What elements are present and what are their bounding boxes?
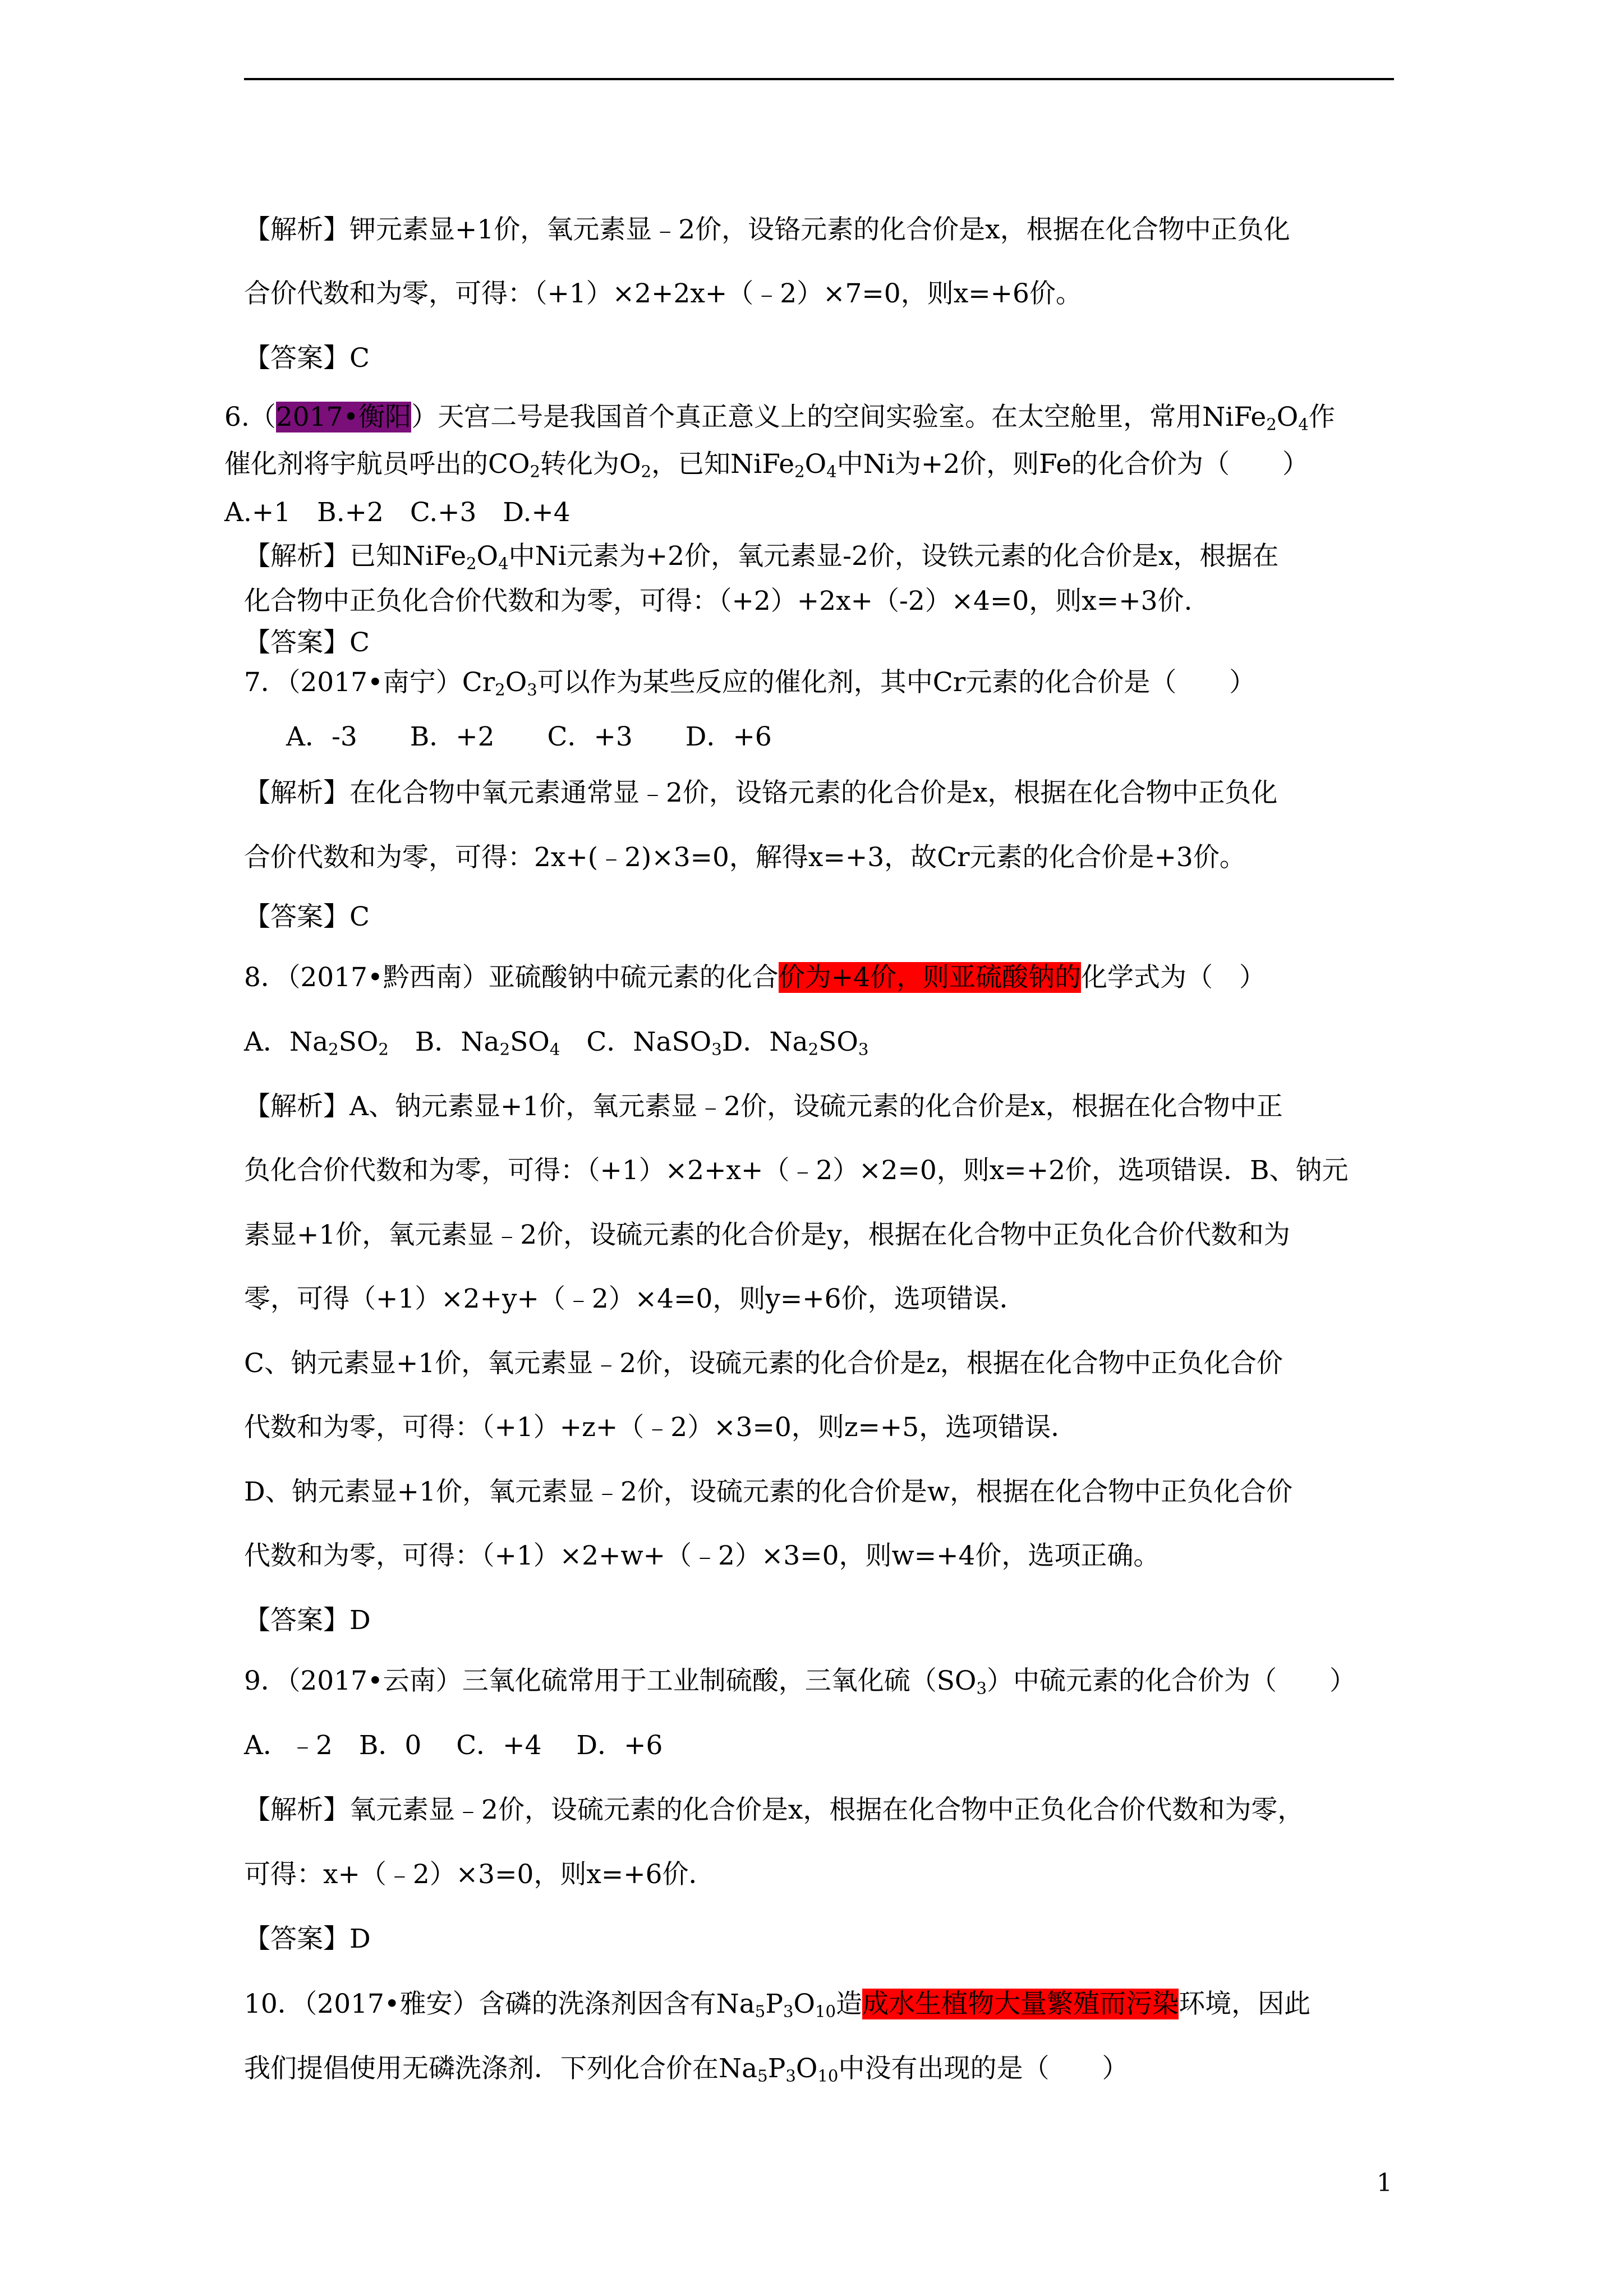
question-7-line-1: 7．（2017•南宁）$Cr_2O_3$可以作为某些反应的催化剂，其中Cr元素的化合价是（ ）	[244, 667, 1256, 700]
highlight-purple: 2017•衡阳	[275, 402, 412, 432]
question-10-line-2: 我们提倡使用无磷洗涤剂．下列化合价在$Na_5P_3O_{10}$中没有出现的是（ ）	[244, 2053, 1129, 2086]
text-line: 【解析】A、钠元素显+1价，氧元素显﹣2价，设硫元素的化合价是x，根据在化合物中正	[244, 1091, 1283, 1122]
question-9-line-1: 9．（2017•云南）三氧化硫常用于工业制硫酸，三氧化硫$(SO_3)$中硫元素的化合价为（ ）	[244, 1665, 1356, 1698]
question-7-options: A．-3 B．+2 C．+3 D．+6	[286, 721, 772, 752]
text-line: 【解析】钾元素显+1价，氧元素显﹣2价，设铬元素的化合价是x，根据在化合物中正负化	[244, 214, 1290, 245]
analysis-line: 【解析】已知$NiFe_2O_4$中Ni元素为+2价，氧元素显-2价，设铁元素的化合价是x，根据在	[244, 541, 1279, 573]
text-line: 素显+1价，氧元素显﹣2价，设硫元素的化合价是y，根据在化合物中正负化合价代数和为	[244, 1220, 1290, 1250]
question-6-line-1: 6.（2017•衡阳）天宫二号是我国首个真正意义上的空间实验室。在太空舱里，常用$NiFe_2O_4$作	[224, 402, 1335, 434]
question-6-options: A.+1 B.+2 C.+3 D.+4	[224, 497, 571, 528]
question-8-options: A．$Na_2SO_2$ B．$Na_2SO_4$ C．NaSO$_3$D．$Na_2SO_3$	[244, 1027, 869, 1059]
question-9-options: A．﹣2 B．0 C．+4 D．+6	[244, 1730, 663, 1761]
text-line: 【解析】在化合物中氧元素通常显﹣2价，设铬元素的化合价是x，根据在化合物中正负化	[244, 777, 1278, 808]
highlight-red: 价为+4价，则亚硫酸钠的	[778, 962, 1082, 993]
answer-line: 【答案】C	[244, 627, 370, 658]
highlight-red: 成水生植物大量繁殖而污染	[862, 1989, 1179, 2019]
text-line: 合价代数和为零，可得：（+1）×2+2x+（﹣2）×7=0，则x=+6价。	[244, 278, 1082, 309]
text-line: 负化合价代数和为零，可得：（+1）×2+x+（﹣2）×2=0，则x=+2价，选项错误．B、钠元	[244, 1155, 1349, 1186]
question-10-line-1: 10．（2017•雅安）含磷的洗涤剂因含有$Na_5P_3O_{10}$造成水生植物大量繁殖而污染环境，因此	[244, 1989, 1311, 2021]
text-line: 代数和为零，可得：（+1）×2+w+（﹣2）×3=0，则w=+4价，选项正确。	[244, 1540, 1160, 1571]
text-line: 化合物中正负化合价代数和为零，可得：（+2）+2x+（-2）×4=0，则x=+3价.	[244, 586, 1193, 616]
text-line: C、钠元素显+1价，氧元素显﹣2价，设硫元素的化合价是z，根据在化合物中正负化合价	[244, 1348, 1283, 1379]
question-8-line-1: 8．（2017•黔西南）亚硫酸钠中硫元素的化合价为+4价，则亚硫酸钠的化学式为（ ）	[244, 962, 1266, 993]
answer-line: 【答案】C	[244, 901, 370, 932]
answer-line: 【答案】D	[244, 1605, 371, 1636]
header-rule	[244, 78, 1394, 80]
text-line: 合价代数和为零，可得：2x+(﹣2)×3=0，解得x=+3，故Cr元素的化合价是+3价。	[244, 842, 1246, 873]
page-number: 1	[1377, 2169, 1392, 2197]
question-6-line-2: 催化剂将宇航员呼出的$CO_2$转化为$O_2$，已知$NiFe_2O_4$中Ni为+2价，则Fe的化合价为（ ）	[224, 449, 1309, 481]
text-line: 零，可得（+1）×2+y+（﹣2）×4=0，则y=+6价，选项错误．	[244, 1283, 1026, 1314]
text-line: 可得：x+（﹣2）×3=0，则x=+6价．	[244, 1859, 715, 1890]
answer-line: 【答案】C	[244, 343, 370, 374]
text-line: 代数和为零，可得：（+1）+z+（﹣2）×3=0，则z=+5，选项错误．	[244, 1412, 1078, 1443]
text-line: 【解析】氧元素显﹣2价，设硫元素的化合价是x，根据在化合物中正负化合价代数和为零，	[244, 1795, 1304, 1825]
text-line: D、钠元素显+1价，氧元素显﹣2价，设硫元素的化合价是w，根据在化合物中正负化合价	[244, 1476, 1293, 1507]
answer-line: 【答案】D	[244, 1924, 371, 1954]
